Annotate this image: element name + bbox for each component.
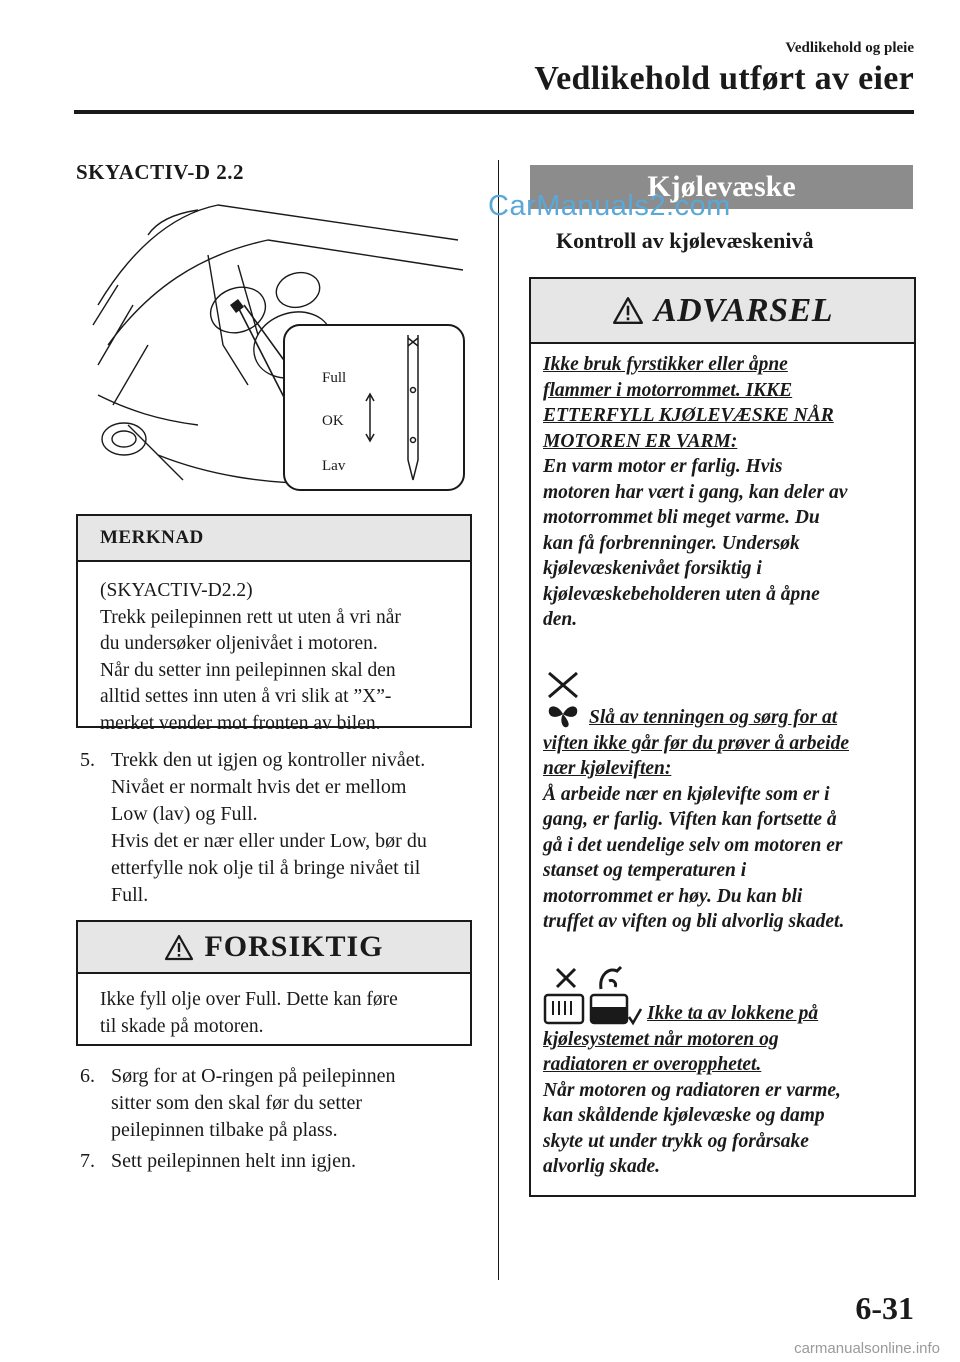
warning-line: den. <box>543 609 578 630</box>
label-low: Lav <box>322 458 346 474</box>
caution-line: Ikke fyll olje over Full. Dette kan føre <box>100 989 398 1010</box>
coolant-cap-icon <box>543 961 643 1027</box>
warning-line: truffet av viften og bli alvorlig skadet. <box>543 911 845 932</box>
note-line: Når du setter inn peilepinnen skal den <box>100 659 396 681</box>
warning-line: alvorlig skade. <box>543 1156 660 1177</box>
step-line: sitter som den skal før du setter <box>111 1092 363 1114</box>
step-7 <box>80 1148 480 1175</box>
caution-line: til skade på motoren. <box>100 1016 264 1037</box>
step-line: Low (lav) og Full. <box>111 803 258 825</box>
step-number: 5. <box>80 749 95 771</box>
note-title: MERKNAD <box>78 516 470 562</box>
warning-heading-line: Slå av tenningen og sørg for at <box>589 707 838 728</box>
warning-line: gå i det uendelige selv om motoren er <box>543 834 843 856</box>
step-line: Sett peilepinnen helt inn igjen. <box>111 1150 356 1172</box>
warning-box <box>529 277 916 1197</box>
warning-heading-line: MOTOREN ER VARM: <box>543 430 738 452</box>
step-line: Nivået er normalt hvis det er mellom <box>111 776 407 798</box>
step-line: etterfylle nok olje til å bringe nivået til <box>111 857 421 879</box>
caution-body <box>78 974 470 1040</box>
warning-line: En varm motor er farlig. Hvis <box>543 456 783 477</box>
note-line: du undersøker oljenivået i motoren. <box>100 633 378 654</box>
warning-body <box>531 344 914 1180</box>
header-rule <box>74 110 914 114</box>
engine-subtitle: SKYACTIV-D 2.2 <box>76 160 245 184</box>
warning-heading-line: flammer i motorrommet. IKKE <box>543 379 793 401</box>
note-line: (SKYACTIV-D2.2) <box>100 580 253 601</box>
note-line: alltid settes inn uten å vri slik at ”X”- <box>100 686 392 707</box>
warning-heading-line: radiatoren er overopphetet. <box>543 1054 762 1075</box>
warning-line: motoren har vært i gang, kan deler av <box>543 481 848 503</box>
step-6 <box>80 1063 480 1144</box>
warning-line: Når motoren og radiatoren er varme, <box>543 1079 841 1101</box>
warning-heading-line: Ikke ta av lokkene på <box>647 1003 819 1024</box>
subheading: Kontroll av kjølevæskenivå <box>556 228 814 253</box>
step-line: Sørg for at O-ringen på peilepinnen <box>111 1065 396 1087</box>
warning-line: motorrommet er høy. Du kan bli <box>543 885 803 907</box>
warning-heading-line: Ikke bruk fyrstikker eller åpne <box>543 354 788 375</box>
step-line: peilepinnen tilbake på plass. <box>111 1119 338 1141</box>
label-ok: OK <box>322 413 344 429</box>
warning-title: ADVARSEL <box>653 291 834 329</box>
warning-line: kan skåldende kjølevæske og damp <box>543 1105 825 1126</box>
note-line: merket vender mot fronten av bilen. <box>100 712 381 734</box>
section-banner: Kjølevæske <box>530 165 913 209</box>
warning-line: kan få forbrenninger. Undersøk <box>543 532 800 554</box>
caution-title: FORSIKTIG <box>204 930 384 963</box>
note-line: Trekk peilepinnen rett ut uten å vri når <box>100 606 401 628</box>
note-box <box>76 514 472 734</box>
warning-heading-line: kjølesystemet når motoren og <box>543 1028 779 1050</box>
warning-line: gang, er farlig. Viften kan fortsette å <box>543 809 837 830</box>
warning-triangle-icon <box>612 296 644 325</box>
warning-line: Å arbeide nær en kjølevifte som er i <box>543 783 830 805</box>
warning-heading-line: ETTERFYLL KJØLEVÆSKE NÅR <box>543 405 834 426</box>
warning-line: kjølevæskenivået forsiktig i <box>543 558 762 579</box>
column-divider <box>498 160 499 1280</box>
step-number: 6. <box>80 1065 95 1087</box>
dipstick-illustration <box>88 195 468 495</box>
step-line: Full. <box>111 884 149 906</box>
note-body <box>78 562 470 737</box>
warning-line: motorrommet bli meget varme. Du <box>543 507 820 528</box>
page-number: 6-31 <box>855 1290 914 1326</box>
fan-icon <box>543 669 583 731</box>
section-label: Vedlikehold og pleie <box>785 40 914 56</box>
warning-triangle-icon <box>164 934 194 961</box>
page-title: Vedlikehold utført av eier <box>534 60 914 97</box>
warning-line: kjølevæskebeholderen uten å åpne <box>543 583 820 605</box>
step-line: Hvis det er nær eller under Low, bør du <box>111 830 427 852</box>
step-line: Trekk den ut igjen og kontroller nivået. <box>111 749 426 771</box>
warning-line: skyte ut under trykk og forårsake <box>543 1130 809 1152</box>
step-5 <box>80 747 480 909</box>
label-full: Full <box>322 370 347 386</box>
warning-line: stanset og temperaturen i <box>543 860 747 881</box>
step-number: 7. <box>80 1150 95 1172</box>
warning-heading-line: nær kjøleviften: <box>543 758 672 779</box>
caution-box <box>76 920 472 1046</box>
warning-heading-line: viften ikke går før du prøver å arbeide <box>543 732 850 754</box>
watermark: CarManuals2.com <box>488 190 731 222</box>
footer-watermark: carmanualsonline.info <box>794 1340 940 1357</box>
